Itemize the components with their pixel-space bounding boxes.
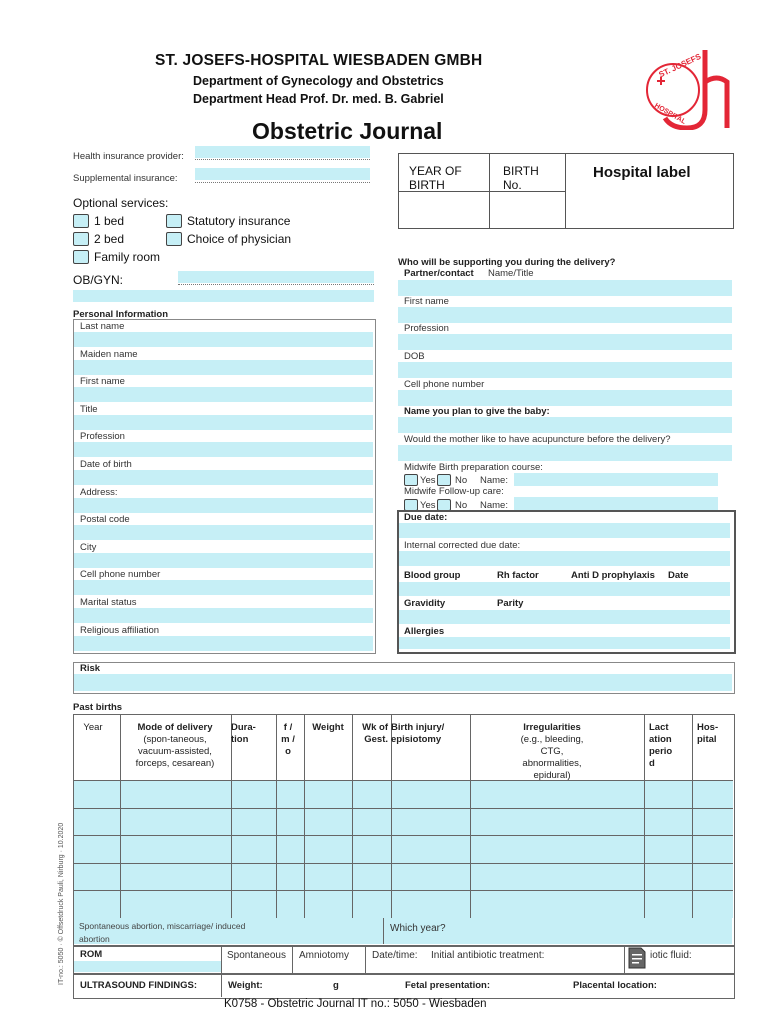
table-cell[interactable] xyxy=(353,891,391,918)
col-mode: Mode of delivery xyxy=(137,722,213,733)
spontaneous-abortion-label: Spontaneous abortion, miscarriage/ induced abortion xyxy=(79,921,246,944)
optional-services-title: Optional services: xyxy=(73,196,169,210)
col-wk-gest: Wk of Gest. xyxy=(362,722,388,745)
table-cell[interactable] xyxy=(74,809,120,835)
due-date-label: Due date: xyxy=(404,512,448,523)
department-head: Department Head Prof. Dr. med. B. Gabriel xyxy=(193,92,444,106)
internal-due-field[interactable] xyxy=(399,551,730,566)
divider xyxy=(624,945,625,973)
family-room-label: Family room xyxy=(94,250,161,264)
family-room-checkbox[interactable] xyxy=(73,250,89,264)
divider xyxy=(221,973,222,997)
divider xyxy=(221,945,222,973)
support-question: Who will be supporting you during the delivery? xyxy=(398,257,616,268)
course-yes-label: Yes xyxy=(420,475,436,486)
bed2-checkbox[interactable] xyxy=(73,232,89,246)
support-first-name-field[interactable] xyxy=(398,307,732,323)
course-name-field[interactable] xyxy=(514,473,718,486)
parity-label: Parity xyxy=(497,598,524,609)
follow-name-label: Name: xyxy=(480,500,508,511)
table-cell[interactable] xyxy=(74,891,120,918)
svg-text:ST. JOSEFS: ST. JOSEFS xyxy=(657,51,703,80)
personal-info-title: Personal Information xyxy=(73,309,169,320)
support-profession-label: Profession xyxy=(404,323,449,334)
obgyn-field[interactable] xyxy=(178,271,374,283)
personal-field-input[interactable] xyxy=(74,608,373,623)
col-weight: Weight xyxy=(312,722,344,733)
allergies-field[interactable] xyxy=(399,637,730,649)
table-cell[interactable] xyxy=(121,781,231,808)
table-cell[interactable] xyxy=(693,864,733,890)
obgyn-field-2[interactable] xyxy=(73,290,374,302)
note-icon[interactable] xyxy=(628,947,646,969)
svg-text:HOSPITAL: HOSPITAL xyxy=(653,102,687,126)
follow-no-label: No xyxy=(455,500,468,511)
anti-d-label: Anti D prophylaxis xyxy=(571,570,655,581)
table-cell[interactable] xyxy=(277,781,304,808)
table-cell[interactable] xyxy=(232,891,276,918)
statutory-checkbox[interactable] xyxy=(166,214,182,228)
blood-group-label: Blood group xyxy=(404,570,461,581)
gravidity-label: Gravidity xyxy=(404,598,446,609)
personal-field-input[interactable] xyxy=(74,553,373,568)
dotted-line xyxy=(195,159,370,160)
past-births-title: Past births xyxy=(73,702,123,713)
bed1-checkbox[interactable] xyxy=(73,214,89,228)
personal-field-label: Maiden name xyxy=(80,348,138,360)
personal-field-label: Date of birth xyxy=(80,459,132,470)
baby-name-field[interactable] xyxy=(398,417,732,433)
table-cell[interactable] xyxy=(353,864,391,890)
col-hospital: Hos- pital xyxy=(697,722,719,745)
which-year-label: Which year? xyxy=(390,923,446,934)
partner-label: Partner/contact xyxy=(404,268,474,279)
risk-field[interactable] xyxy=(74,674,732,691)
table-cell[interactable] xyxy=(693,891,733,918)
hospital-label-text: Hospital label xyxy=(593,164,691,181)
allergies-label: Allergies xyxy=(404,626,445,637)
table-cell[interactable] xyxy=(121,864,231,890)
support-dob-field[interactable] xyxy=(398,362,732,378)
personal-field-label: Last name xyxy=(80,321,125,332)
col-mode-detail: (spon-taneous, vacuum-assisted, forceps, cesarean) xyxy=(135,734,215,769)
table-cell[interactable] xyxy=(121,891,231,918)
department: Department of Gynecology and Obstetrics xyxy=(193,74,444,88)
supplemental-field[interactable] xyxy=(195,168,370,180)
rom-label: ROM xyxy=(80,949,103,960)
personal-field-label: Postal code xyxy=(80,514,130,526)
rom-field[interactable] xyxy=(74,961,221,972)
obgyn-label: OB/GYN: xyxy=(73,273,124,287)
amniotic-fluid-label: iotic fluid: xyxy=(650,950,692,961)
year-of-birth-label: YEAR OF BIRTH xyxy=(409,164,462,192)
ultrasound-label: ULTRASOUND FINDINGS: xyxy=(80,980,197,991)
support-cell-label: Cell phone number xyxy=(404,379,485,390)
physician-label: Choice of physician xyxy=(187,232,292,246)
personal-field-input[interactable] xyxy=(74,332,373,347)
rh-factor-label: Rh factor xyxy=(497,570,539,581)
risk-label: Risk xyxy=(80,663,101,674)
spontaneous-option[interactable]: Spontaneous xyxy=(227,950,286,961)
support-first-name-label: First name xyxy=(404,296,449,307)
table-cell[interactable] xyxy=(693,809,733,835)
divider xyxy=(565,154,566,228)
table-cell[interactable] xyxy=(392,781,470,808)
table-cell[interactable] xyxy=(392,836,470,863)
support-cell-field[interactable] xyxy=(398,390,732,406)
side-note: IT-no.: 5050 · © Offsetdruck Pauli, Nirburg · 10.2020 xyxy=(58,822,65,985)
health-insurance-field[interactable] xyxy=(195,146,370,158)
table-cell[interactable] xyxy=(645,891,692,918)
support-dob-label: DOB xyxy=(404,351,425,362)
baby-name-label: Name you plan to give the baby: xyxy=(404,406,550,417)
dotted-line xyxy=(195,182,370,183)
weight-unit: g xyxy=(333,980,339,991)
personal-field-input[interactable] xyxy=(74,636,373,651)
hospital-label-box xyxy=(398,153,734,229)
statutory-label: Statutory insurance xyxy=(187,214,291,228)
amniotomy-option[interactable]: Amniotomy xyxy=(299,950,350,961)
table-cell[interactable] xyxy=(121,809,231,835)
table-cell[interactable] xyxy=(121,836,231,863)
blood-group-field[interactable] xyxy=(399,582,730,596)
personal-field-input[interactable] xyxy=(74,360,373,375)
footer: K0758 - Obstetric Journal IT no.: 5050 - Wiesbaden xyxy=(224,998,487,1010)
acupuncture-field[interactable] xyxy=(398,445,732,461)
follow-yes-label: Yes xyxy=(420,500,436,511)
course-yes-checkbox[interactable] xyxy=(404,474,418,486)
course-name-label: Name: xyxy=(480,475,508,486)
col-irregularities-detail: (e.g., bleeding, CTG, abnormalities, epidural) xyxy=(520,734,584,781)
fetal-presentation-label: Fetal presentation: xyxy=(405,980,490,991)
table-cell[interactable] xyxy=(645,864,692,890)
course-no-label: No xyxy=(455,475,468,486)
table-cell[interactable] xyxy=(353,809,391,835)
weight-label: Weight: xyxy=(228,980,263,991)
table-cell[interactable] xyxy=(645,809,692,835)
personal-field-label: Profession xyxy=(80,431,125,443)
table-cell[interactable] xyxy=(232,809,276,835)
anti-d-date-label: Date xyxy=(668,570,689,581)
col-duration: Dura- tion xyxy=(231,722,256,745)
col-sex: f / m / o xyxy=(281,722,295,757)
internal-due-label: Internal corrected due date: xyxy=(404,540,521,551)
table-cell[interactable] xyxy=(645,781,692,808)
divider xyxy=(383,918,384,944)
personal-field-input[interactable] xyxy=(74,580,373,595)
acupuncture-label: Would the mother like to have acupuncture before the delivery? xyxy=(404,434,671,445)
personal-field-label: Religious affiliation xyxy=(80,624,160,636)
table-cell[interactable] xyxy=(277,891,304,918)
datetime-label: Date/time: xyxy=(372,950,418,961)
table-cell[interactable] xyxy=(471,836,644,863)
table-cell[interactable] xyxy=(74,864,120,890)
divider xyxy=(365,945,366,973)
col-year: Year xyxy=(83,722,103,733)
table-cell[interactable] xyxy=(305,864,352,890)
table-cell[interactable] xyxy=(305,836,352,863)
bed2-label: 2 bed xyxy=(94,232,125,246)
midwife-follow-label: Midwife Follow-up care: xyxy=(404,486,504,497)
table-cell[interactable] xyxy=(645,836,692,863)
table-cell[interactable] xyxy=(392,809,470,835)
col-lactation: Lact ation perio d xyxy=(649,722,673,769)
personal-field-label: City xyxy=(80,541,97,553)
table-cell[interactable] xyxy=(232,781,276,808)
personal-field-label: Address: xyxy=(80,486,118,498)
due-date-field[interactable] xyxy=(399,523,730,538)
personal-field-input[interactable] xyxy=(74,442,373,457)
name-title-label: Name/Title xyxy=(488,268,534,279)
antibiotic-label: Initial antibiotic treatment: xyxy=(431,950,545,961)
table-cell[interactable] xyxy=(353,781,391,808)
dotted-line xyxy=(178,284,374,285)
table-cell[interactable] xyxy=(305,809,352,835)
table-cell[interactable] xyxy=(305,891,352,918)
table-cell[interactable] xyxy=(232,864,276,890)
personal-field-input[interactable] xyxy=(74,415,373,430)
table-cell[interactable] xyxy=(277,836,304,863)
table-cell[interactable] xyxy=(392,891,470,918)
personal-field-label: Marital status xyxy=(80,597,137,608)
table-cell[interactable] xyxy=(693,781,733,808)
table-cell[interactable] xyxy=(471,891,644,918)
page-title: Obstetric Journal xyxy=(252,118,443,144)
personal-field-label: Cell phone number xyxy=(80,569,161,581)
table-cell[interactable] xyxy=(277,809,304,835)
table-cell[interactable] xyxy=(74,781,120,808)
table-cell[interactable] xyxy=(392,864,470,890)
personal-field-label: Title xyxy=(80,403,98,415)
table-cell[interactable] xyxy=(471,864,644,890)
divider xyxy=(292,945,293,973)
partner-name-field[interactable] xyxy=(398,280,732,296)
personal-field-input[interactable] xyxy=(74,525,373,540)
birth-no-label: BIRTH No. xyxy=(503,164,539,192)
personal-field-input[interactable] xyxy=(74,498,373,513)
table-cell[interactable] xyxy=(353,836,391,863)
physician-checkbox[interactable] xyxy=(166,232,182,246)
table-cell[interactable] xyxy=(74,836,120,863)
col-irregularities: Irregularities xyxy=(523,722,581,733)
midwife-course-label: Midwife Birth preparation course: xyxy=(404,462,543,473)
org-name: ST. JOSEFS-HOSPITAL WIESBADEN GMBH xyxy=(155,52,483,69)
table-cell[interactable] xyxy=(471,809,644,835)
table-cell[interactable] xyxy=(305,781,352,808)
table-cell[interactable] xyxy=(693,836,733,863)
gravidity-field[interactable] xyxy=(399,610,730,624)
personal-field-label: First name xyxy=(80,376,125,388)
follow-name-field[interactable] xyxy=(514,497,718,510)
course-no-checkbox[interactable] xyxy=(437,474,451,486)
col-birth-injury: Birth injury/ episiotomy xyxy=(391,722,445,745)
placental-location-label: Placental location: xyxy=(573,980,657,991)
table-cell[interactable] xyxy=(232,836,276,863)
hospital-logo xyxy=(643,46,738,130)
table-cell[interactable] xyxy=(471,781,644,808)
bed1-label: 1 bed xyxy=(94,214,125,228)
personal-field-input[interactable] xyxy=(74,387,373,402)
supplemental-label: Supplemental insurance: xyxy=(73,173,178,184)
support-profession-field[interactable] xyxy=(398,334,732,350)
table-cell[interactable] xyxy=(277,864,304,890)
health-insurance-label: Health insurance provider: xyxy=(73,151,184,162)
personal-field-input[interactable] xyxy=(74,470,373,485)
